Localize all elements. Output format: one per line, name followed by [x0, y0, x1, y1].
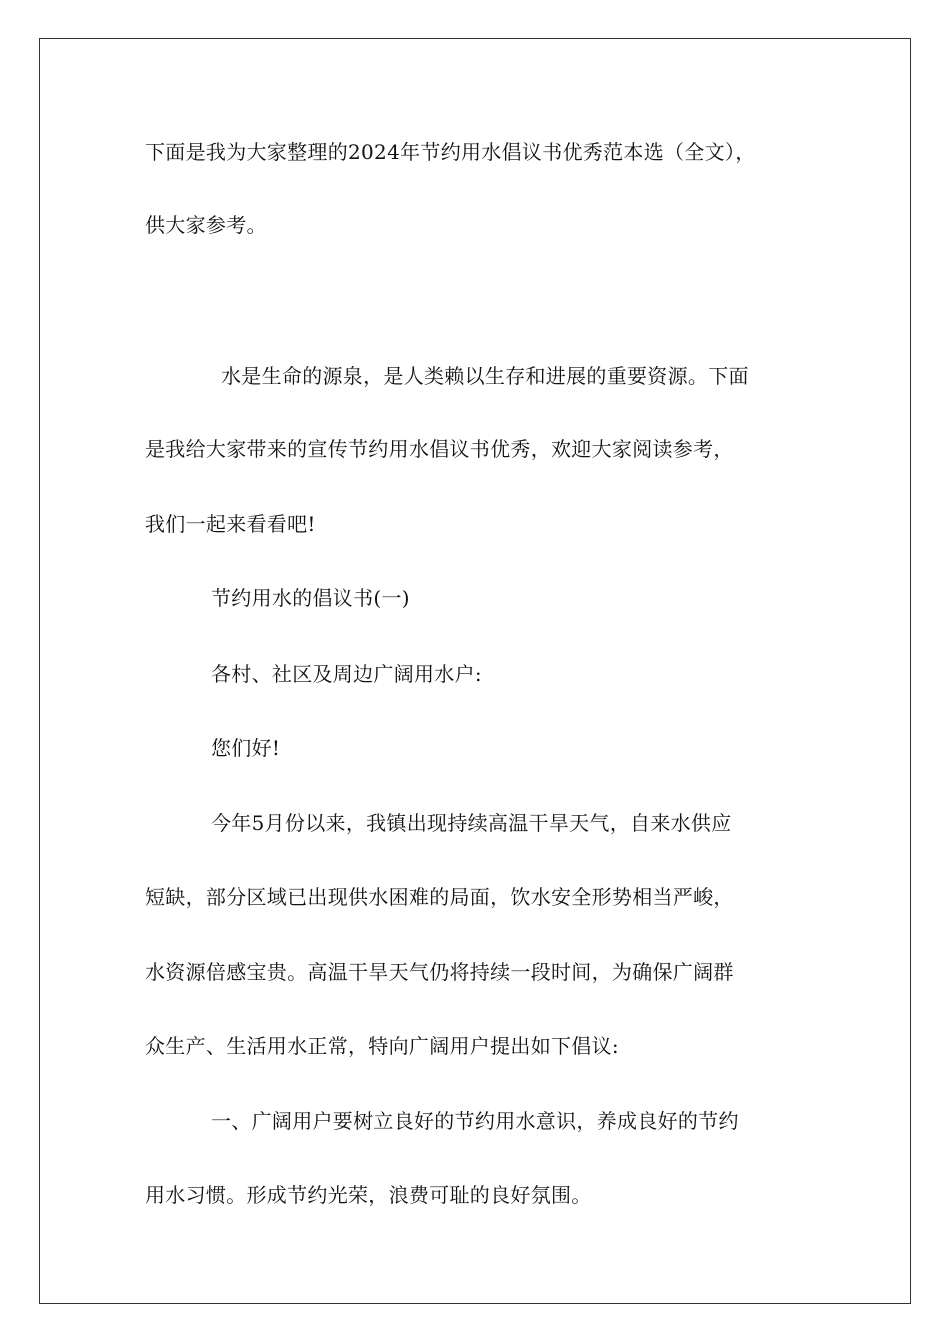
lead-line-2: 是我给大家带来的宣传节约用水倡议书优秀，欢迎大家阅读参考，	[145, 437, 734, 461]
section-heading: 节约用水的倡议书(一)	[211, 586, 410, 610]
lead-line-1: 水是生命的源泉，是人类赖以生存和进展的重要资源。下面	[221, 364, 749, 388]
salutation: 各村、社区及周边广阔用水户:	[211, 662, 482, 686]
paragraph-1-line-3: 水资源倍感宝贵。高温干旱天气仍将持续一段时间，为确保广阔群	[145, 960, 734, 984]
lead-line-3: 我们一起来看看吧!	[145, 512, 316, 536]
greeting: 您们好!	[211, 736, 281, 760]
paragraph-2-line-2: 用水习惯。形成节约光荣，浪费可耻的良好氛围。	[145, 1183, 592, 1207]
intro-line-1: 下面是我为大家整理的2024年节约用水倡议书优秀范本选（全文），	[145, 140, 756, 164]
paragraph-1-line-2: 短缺，部分区域已出现供水困难的局面，饮水安全形势相当严峻，	[145, 885, 734, 909]
intro-line-2: 供大家参考。	[145, 213, 267, 237]
paragraph-1-line-4: 众生产、生活用水正常，特向广阔用户提出如下倡议:	[145, 1034, 619, 1058]
paragraph-1-line-1: 今年5月份以来，我镇出现持续高温干旱天气，自来水供应	[211, 811, 732, 835]
paragraph-2-line-1: 一、广阔用户要树立良好的节约用水意识，养成良好的节约	[211, 1109, 739, 1133]
